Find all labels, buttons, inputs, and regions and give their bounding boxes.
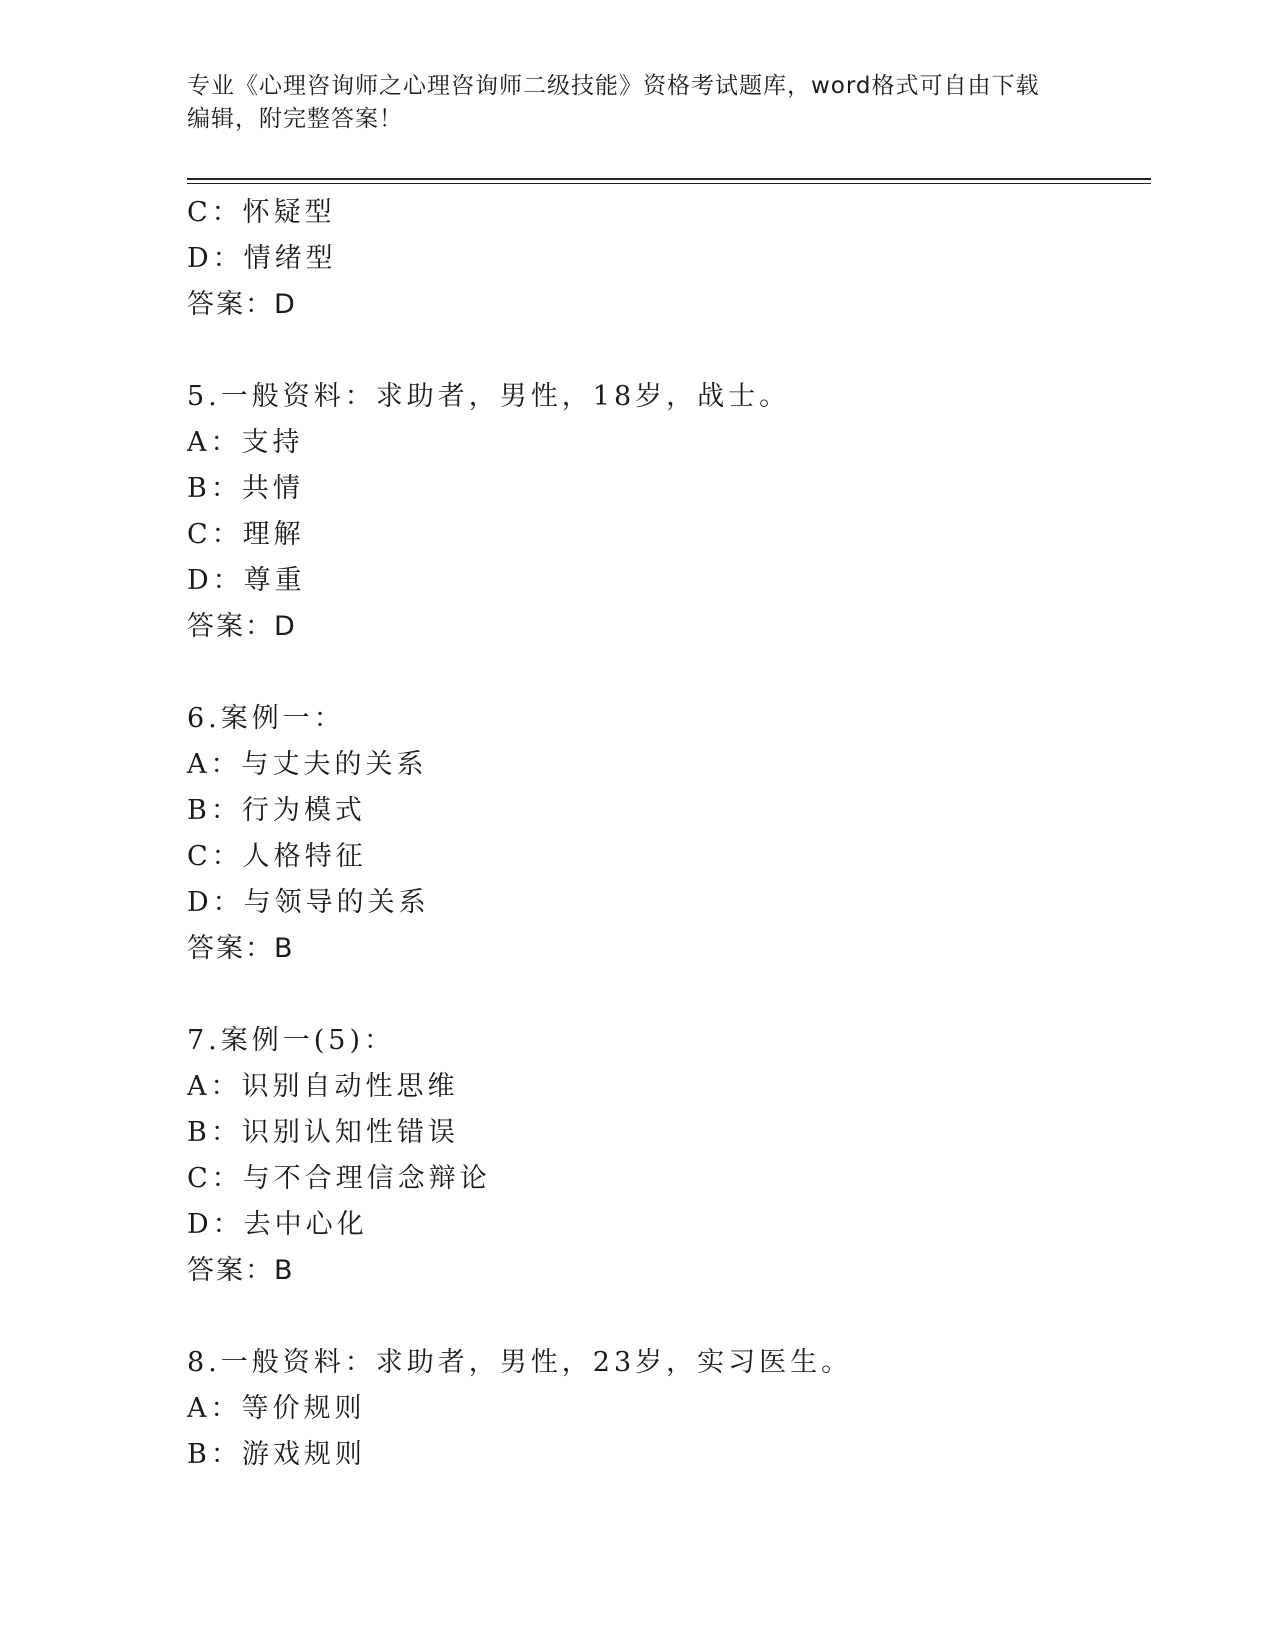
q4-option-d: D：情绪型 (187, 243, 337, 274)
q7-option-a: A：识别自动性思维 (187, 1071, 459, 1102)
header-line-2: 编辑，附完整答案！ (187, 106, 403, 132)
q6-answer: 答案：B (187, 933, 295, 964)
q6-option-a: A：与丈夫的关系 (187, 749, 428, 780)
q5-option-d: D：尊重 (187, 565, 306, 596)
q4-answer: 答案：D (187, 289, 297, 320)
q6-option-d: D：与领导的关系 (187, 887, 430, 918)
q8-stem: 8.一般资料：求助者，男性，23岁，实习医生。 (187, 1347, 853, 1378)
q8-option-a: A：等价规则 (187, 1393, 366, 1424)
document-header (187, 70, 1087, 136)
q7-stem: 7.案例一(5)： (187, 1025, 396, 1056)
q8-option-b: B：游戏规则 (187, 1439, 366, 1470)
q7-option-c: C：与不合理信念辩论 (187, 1163, 491, 1194)
q6-stem: 6.案例一： (187, 703, 345, 734)
header-divider-thick (187, 178, 1151, 180)
q5-stem: 5.一般资料：求助者，男性，18岁，战士。 (187, 381, 791, 412)
question-list (187, 190, 1147, 1478)
header-divider-thin (187, 183, 1151, 184)
q4-option-c: C：怀疑型 (187, 197, 336, 228)
q6-option-b: B：行为模式 (187, 795, 366, 826)
q5-option-a: A：支持 (187, 427, 304, 458)
q7-answer: 答案：B (187, 1255, 295, 1286)
q7-option-b: B：识别认知性错误 (187, 1117, 459, 1148)
q5-option-c: C：理解 (187, 519, 305, 550)
q5-answer: 答案：D (187, 611, 297, 642)
q5-option-b: B：共情 (187, 473, 304, 504)
header-line-1: 专业《心理咨询师之心理咨询师二级技能》资格考试题库，word格式可自由下载 (187, 73, 1040, 99)
q7-option-d: D：去中心化 (187, 1209, 368, 1240)
q6-option-c: C：人格特征 (187, 841, 367, 872)
